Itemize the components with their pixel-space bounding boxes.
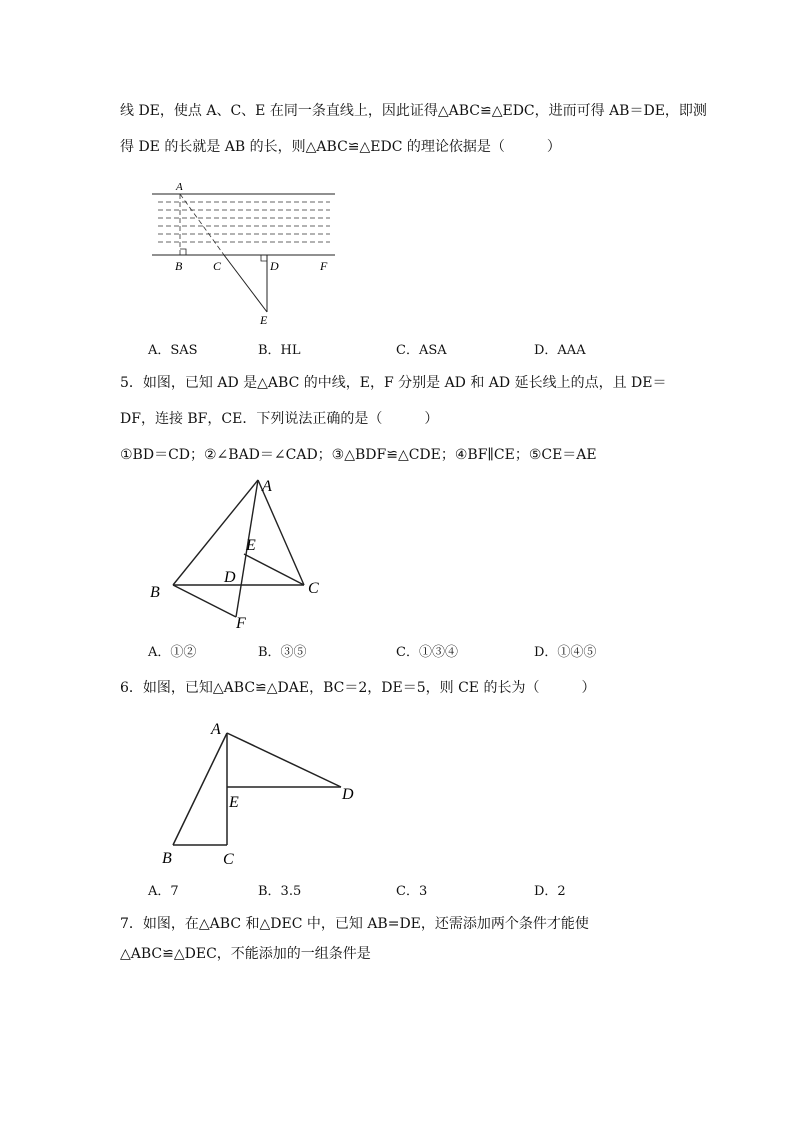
q7-text-line-1: 7．如图，在△ABC 和△DEC 中，已知 AB=DE，还需添加两个条件才能使 — [120, 916, 589, 932]
q5-option-a[interactable]: A．①② — [148, 645, 197, 660]
q6-figure — [155, 715, 365, 875]
q5-text-line-1: 5．如图，已知 AD 是△ABC 的中线，E，F 分别是 AD 和 AD 延长线上的点，且 DE＝ — [120, 375, 667, 391]
q5-statements: ①BD＝CD；②∠BAD＝∠CAD；③△BDF≌△CDE；④BF∥CE；⑤CE＝AE — [120, 447, 597, 463]
q5-label-a: A — [262, 478, 272, 495]
q6-option-c[interactable]: C．3 — [396, 884, 428, 899]
q4-option-c[interactable]: C．ASA — [396, 343, 447, 358]
q5-option-b[interactable]: B．③⑤ — [258, 645, 307, 660]
q4-figure — [145, 175, 345, 330]
q4-label-a: A — [176, 181, 183, 193]
q6-option-d[interactable]: D．2 — [534, 884, 566, 899]
q5-label-d: D — [224, 569, 236, 586]
q6-label-a: A — [211, 721, 221, 738]
q4-label-c: C — [213, 259, 222, 273]
q4-option-a[interactable]: A．SAS — [148, 343, 198, 358]
q4-label-d: D — [270, 259, 279, 273]
q6-label-b: B — [162, 850, 172, 867]
q4-option-b[interactable]: B．HL — [258, 343, 301, 358]
q6-option-a[interactable]: A．7 — [148, 884, 179, 899]
q4-label-f: F — [320, 259, 328, 273]
q4-label-e: E — [260, 313, 268, 327]
q4-text-line-2: 得 DE 的长就是 AB 的长，则△ABC≌△EDC 的理论依据是（ ） — [120, 139, 561, 155]
q5-text-line-2: DF，连接 BF，CE．下列说法正确的是（ ） — [120, 411, 439, 427]
q5-option-c[interactable]: C．①③④ — [396, 645, 458, 660]
q6-label-c: C — [223, 851, 234, 868]
q5-figure — [140, 470, 340, 635]
q4-label-b: B — [175, 259, 183, 273]
q5-option-d[interactable]: D．①④⑤ — [534, 645, 597, 660]
q6-text-line-1: 6．如图，已知△ABC≌△DAE，BC＝2，DE＝5，则 CE 的长为（ ） — [120, 680, 596, 696]
q5-label-f: F — [236, 615, 246, 632]
q7-text-line-2: △ABC≌△DEC，不能添加的一组条件是 — [120, 946, 371, 962]
q4-text-line-1: 线 DE，使点 A、C、E 在同一条直线上，因此证得△ABC≌△EDC，进而可得 AB＝DE，即测 — [120, 103, 707, 119]
q5-label-c: C — [308, 580, 319, 597]
q5-label-b: B — [150, 584, 160, 601]
q6-label-e: E — [229, 794, 239, 811]
q5-label-e: E — [246, 537, 256, 554]
q6-label-d: D — [342, 786, 354, 803]
q6-option-b[interactable]: B．3.5 — [258, 884, 302, 899]
q4-option-d[interactable]: D．AAA — [534, 343, 586, 358]
